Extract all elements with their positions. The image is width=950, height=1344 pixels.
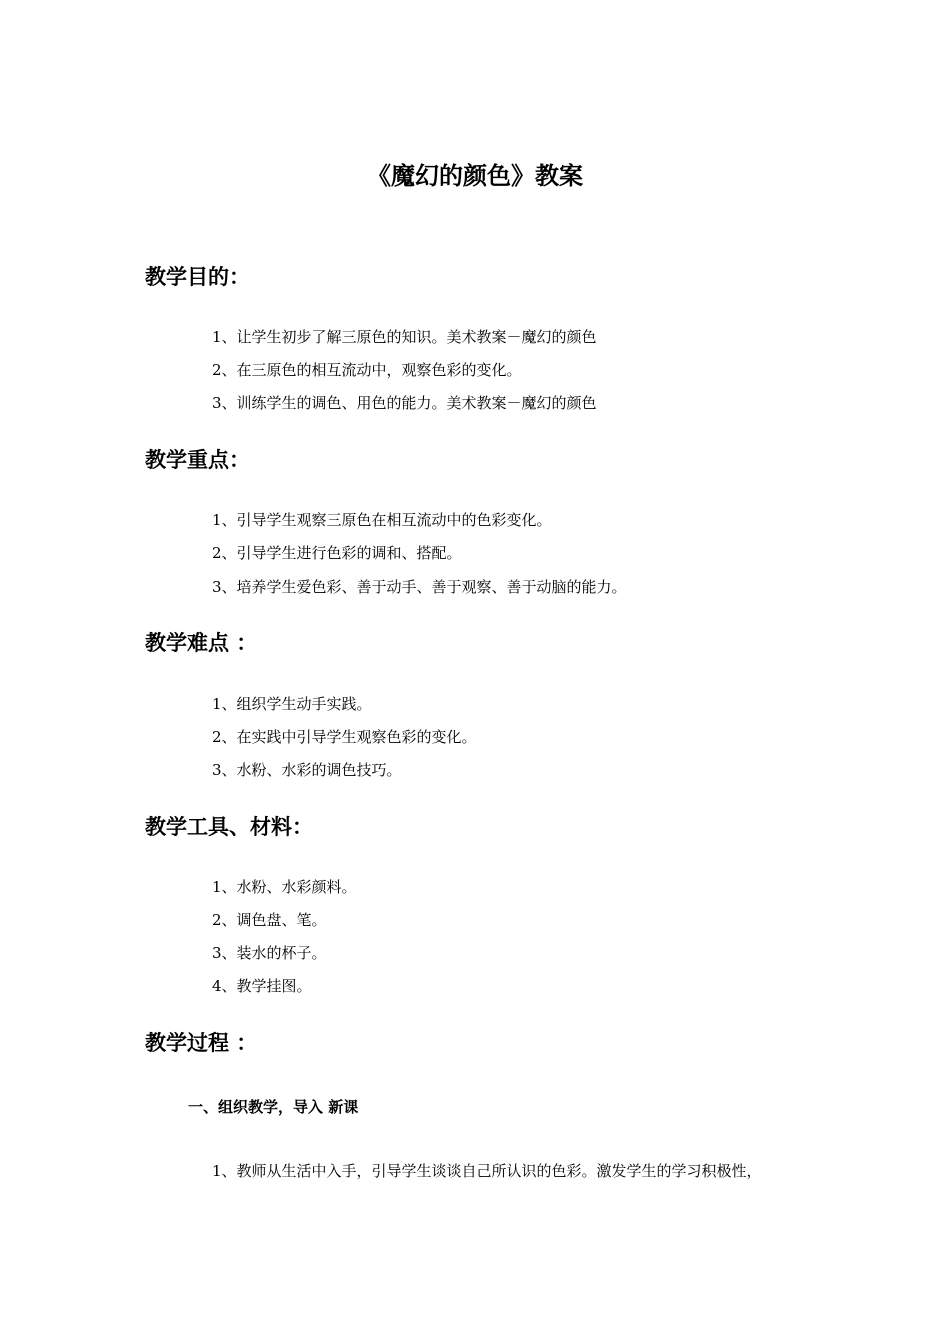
list-item: 2、引导学生进行色彩的调和、搭配。 — [212, 544, 462, 562]
list-item: 3、训练学生的调色、用色的能力。美术教案－魔幻的颜色 — [212, 394, 597, 412]
list-item: 2、在实践中引导学生观察色彩的变化。 — [212, 728, 477, 746]
list-item: 3、装水的杯子。 — [212, 944, 327, 962]
section-heading-teaching-process: 教学过程 ： — [145, 1031, 258, 1055]
list-item: 4、教学挂图。 — [212, 977, 312, 995]
subsection-heading: 一、组织教学，导入 新课 — [188, 1098, 359, 1116]
document-title: 《魔幻的颜色》教案 — [367, 162, 583, 190]
list-item: 2、调色盘、笔。 — [212, 911, 327, 929]
list-item: 1、引导学生观察三原色在相互流动中的色彩变化。 — [212, 511, 552, 529]
section-heading-key-points: 教学重点： — [145, 448, 250, 472]
list-item: 3、水粉、水彩的调色技巧。 — [212, 761, 402, 779]
list-item: 1、组织学生动手实践。 — [212, 695, 372, 713]
list-item: 1、让学生初步了解三原色的知识。美术教案－魔幻的颜色 — [212, 328, 597, 346]
section-heading-difficulties: 教学难点 ： — [145, 631, 258, 655]
list-item: 1、水粉、水彩颜料。 — [212, 878, 357, 896]
list-item: 3、培养学生爱色彩、善于动手、善于观察、善于动脑的能力。 — [212, 578, 627, 596]
section-heading-tools-materials: 教学工具、材料： — [145, 815, 313, 839]
list-item: 1、教师从生活中入手，引导学生谈谈自己所认识的色彩。激发学生的学习积极性， — [212, 1162, 762, 1180]
section-heading-objectives: 教学目的： — [145, 265, 250, 289]
list-item: 2、在三原色的相互流动中，观察色彩的变化。 — [212, 361, 522, 379]
